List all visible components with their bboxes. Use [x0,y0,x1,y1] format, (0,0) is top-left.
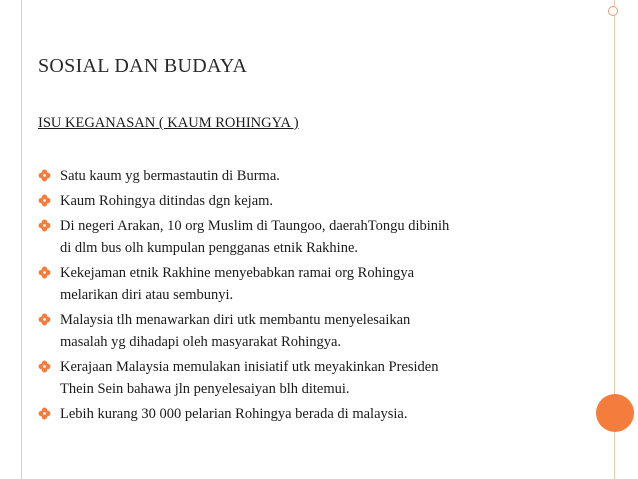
four-petal-flower-icon [38,169,51,182]
four-petal-flower-icon [38,194,51,207]
bullet-text: Malaysia tlh menawarkan diri utk membantu menyelesaikan [60,312,411,328]
bullet-text: Kaum Rohingya ditindas dgn kejam. [60,193,274,209]
large-orange-circle-decoration [596,394,634,432]
bullet-item [38,262,558,306]
slide-title: SOSIAL DAN BUDAYA [38,55,248,77]
bullet-item [38,190,558,212]
four-petal-flower-icon [38,360,51,373]
bullet-text: Di negeri Arakan, 10 org Muslim di Taungoo, daerahTongu dibinih [60,218,450,234]
bullet-text-continued: masalah yg dihadapi oleh masyarakat Rohingya. [60,334,342,350]
bullet-text-continued: melarikan diri atau sembunyi. [60,287,234,303]
bullet-text: Kekejaman etnik Rakhine menyebabkan ramai org Rohingya [60,265,415,281]
small-circle-decoration [608,6,618,16]
bullet-text-continued: di dlm bus olh kumpulan pengganas etnik Rakhine. [60,240,359,256]
slide-subtitle: ISU KEGANASAN ( KAUM ROHINGYA ) [38,115,299,131]
four-petal-flower-icon [38,313,51,326]
left-vertical-rule [21,0,22,479]
four-petal-flower-icon [38,407,51,420]
bullet-item [38,165,558,187]
bullet-item [38,309,558,353]
four-petal-flower-icon [38,219,51,232]
bullet-text: Lebih kurang 30 000 pelarian Rohingya berada di malaysia. [60,406,408,422]
bullet-item [38,403,558,425]
bullet-item [38,356,558,400]
bullet-text: Satu kaum yg bermastautin di Burma. [60,168,280,184]
bullet-text: Kerajaan Malaysia memulakan inisiatif utk meyakinkan Presiden [60,359,439,375]
bullet-list [38,165,558,428]
four-petal-flower-icon [38,266,51,279]
bullet-item [38,215,558,259]
bullet-text-continued: Thein Sein bahawa jln penyelesaiyan blh ditemui. [60,381,350,397]
